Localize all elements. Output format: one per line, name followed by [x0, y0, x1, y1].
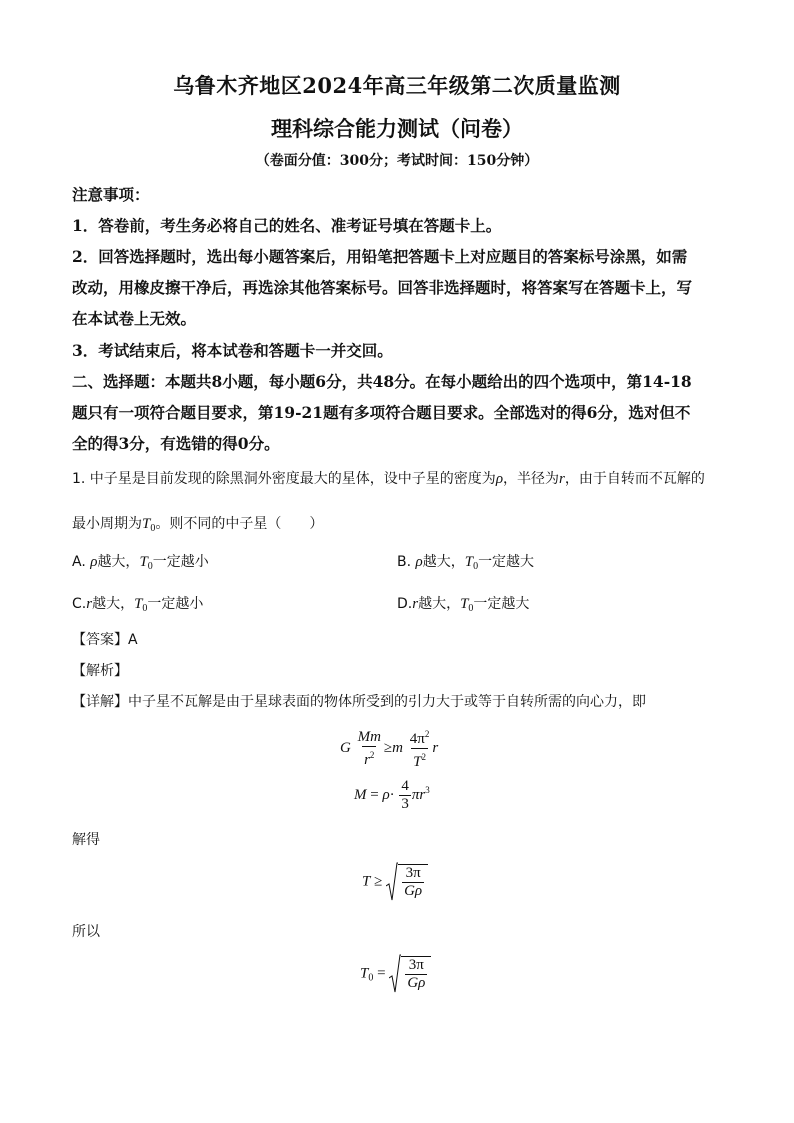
period-symbol: T [142, 516, 151, 532]
detail-text: 中子星不瓦解是由于星球表面的物体所受到的引力大于或等于自转所需的向心力，即 [128, 694, 646, 710]
therefore-label: 所以 [72, 924, 100, 940]
period-subscript: 0 [142, 603, 148, 614]
fraction-denominator: Gρ [404, 883, 423, 899]
question-text: 。则不同的中子星（ ） [155, 516, 324, 532]
period-symbol: T [134, 596, 143, 612]
square-root [386, 862, 428, 902]
answer-value: A [128, 632, 138, 648]
question-stem-line-1 [72, 468, 705, 488]
period-symbol: T [139, 554, 148, 570]
note-item-2-line-2: 改动，用橡皮擦干净后，再选涂其他答案标号。回答非选择题时，将答案写在答题卡上，写 [72, 278, 693, 297]
question-text: ，半径为 [503, 471, 560, 487]
math-symbol: m [392, 739, 403, 756]
math-operator: ≥ [374, 873, 383, 890]
radicand [398, 864, 428, 900]
math-symbol: M [354, 786, 367, 803]
option-text: 一定越小 [147, 596, 204, 612]
formula-period-inequality [362, 862, 428, 902]
period-symbol: T [362, 873, 371, 890]
period-symbol: T [360, 965, 369, 982]
fraction-numerator: Mm [357, 728, 381, 745]
option-label: A. [72, 554, 86, 570]
question-stem-line-2 [72, 513, 323, 534]
period-subscript: 0 [150, 523, 156, 534]
fraction-numerator: 4 [401, 778, 409, 794]
option-label: C. [72, 596, 87, 612]
formula-gravity-vs-centripetal [340, 726, 438, 771]
section-heading-line-3: 全的得3分，有选错的得0分。 [72, 434, 280, 453]
analysis-label: 【解析】 [72, 663, 128, 679]
rho-symbol: ρ [382, 786, 390, 803]
exam-subtitle: 理科综合能力测试（问卷） [271, 116, 523, 141]
math-operator: = [370, 786, 379, 803]
fraction-denominator: $T^2$ [411, 748, 428, 771]
question-text: ，由于自转而不瓦解的 [564, 471, 705, 487]
answer-label: 【答案】 [72, 632, 128, 648]
option-a[interactable] [72, 551, 209, 572]
radius-symbol: r [559, 471, 565, 487]
section-heading-line-2: 题只有一项符合题目要求，第19-21题有多项符合题目要求。全部选对的得6分，选对但不 [72, 403, 691, 422]
radius-symbol: r [86, 596, 93, 612]
radical-sign-icon [386, 862, 398, 902]
notes-heading: 注意事项： [72, 185, 150, 204]
detail-line [72, 691, 646, 711]
fraction-denominator: $r^2$ [362, 746, 376, 769]
math-symbol: πr [411, 786, 426, 803]
math-symbol: r [432, 739, 439, 756]
option-d[interactable] [397, 593, 529, 614]
period-subscript: 0 [147, 561, 153, 572]
formula-minimum-period [360, 954, 431, 994]
formula-mass: M = ρ· $\frac{4}{3}$ $\pi r^3$ [354, 778, 430, 812]
solve-label: 解得 [72, 832, 100, 848]
answer-line [72, 629, 138, 649]
detail-label: 【详解】 [72, 694, 128, 710]
option-text: 越大， [92, 596, 135, 612]
option-text: 一定越大 [478, 554, 535, 570]
period-symbol: T [464, 554, 474, 570]
fraction-numerator: 3π [408, 957, 424, 973]
rho-symbol: ρ [415, 554, 423, 570]
exam-meta: （卷面分值：300分；考试时间：150分钟） [255, 153, 539, 169]
fraction [408, 726, 432, 771]
note-item-1: 1．答卷前，考生务必将自己的姓名、准考证号填在答题卡上。 [72, 216, 502, 235]
option-label: B. [397, 554, 412, 570]
math-operator: · [389, 786, 395, 803]
question-text: 最小周期为 [72, 516, 142, 532]
radius-symbol: r [412, 596, 419, 612]
question-text: 1. 中子星是目前发现的除黑洞外密度最大的星体，设中子星的密度为 [72, 471, 496, 487]
fraction-numerator: $4\pi^2$ [409, 729, 430, 747]
period-subscript: 0 [368, 972, 374, 984]
note-item-2-line-1: 2．回答选择题时，选出每小题答案后，用铅笔把答题卡上对应题目的答案标号涂黑，如需 [72, 247, 688, 266]
math-operator: = [377, 965, 386, 982]
math-symbol: G [340, 739, 351, 756]
option-label: D. [397, 596, 413, 612]
math-symbol: 4π [409, 731, 425, 747]
option-text: 越大， [418, 596, 461, 612]
note-item-3: 3．考试结束后，将本试卷和答题卡一并交回。 [72, 341, 393, 360]
radical-sign-icon [389, 954, 401, 994]
fraction-denominator: 3 [401, 796, 409, 812]
fraction [405, 957, 427, 992]
fraction [399, 778, 411, 813]
square-root [389, 954, 431, 994]
period-subscript: 0 [473, 561, 479, 572]
period-subscript: 0 [468, 603, 474, 614]
option-text: 一定越小 [152, 554, 209, 570]
math-symbol: r [364, 751, 370, 768]
fraction [402, 865, 424, 900]
rho-symbol: ρ [90, 554, 98, 570]
radicand [401, 956, 431, 992]
option-text: 越大， [422, 554, 465, 570]
fraction-denominator: Gρ [407, 975, 426, 991]
period-symbol: T [460, 596, 469, 612]
rho-symbol: ρ [495, 471, 504, 487]
fraction-numerator: 3π [405, 865, 421, 881]
math-symbol: T [413, 754, 422, 770]
option-text: 越大， [97, 554, 140, 570]
note-item-2-line-3: 在本试卷上无效。 [72, 309, 197, 328]
exam-title: 乌鲁木齐地区2024年高三年级第二次质量监测 [173, 73, 621, 98]
option-c[interactable] [72, 593, 203, 614]
math-operator: ≥ [383, 739, 393, 756]
section-heading-line-1: 二、选择题：本题共8小题，每小题6分，共48分。在每小题给出的四个选项中，第14-18 [72, 372, 692, 391]
option-b[interactable] [397, 551, 534, 572]
fraction [356, 729, 383, 769]
option-text: 一定越大 [473, 596, 530, 612]
